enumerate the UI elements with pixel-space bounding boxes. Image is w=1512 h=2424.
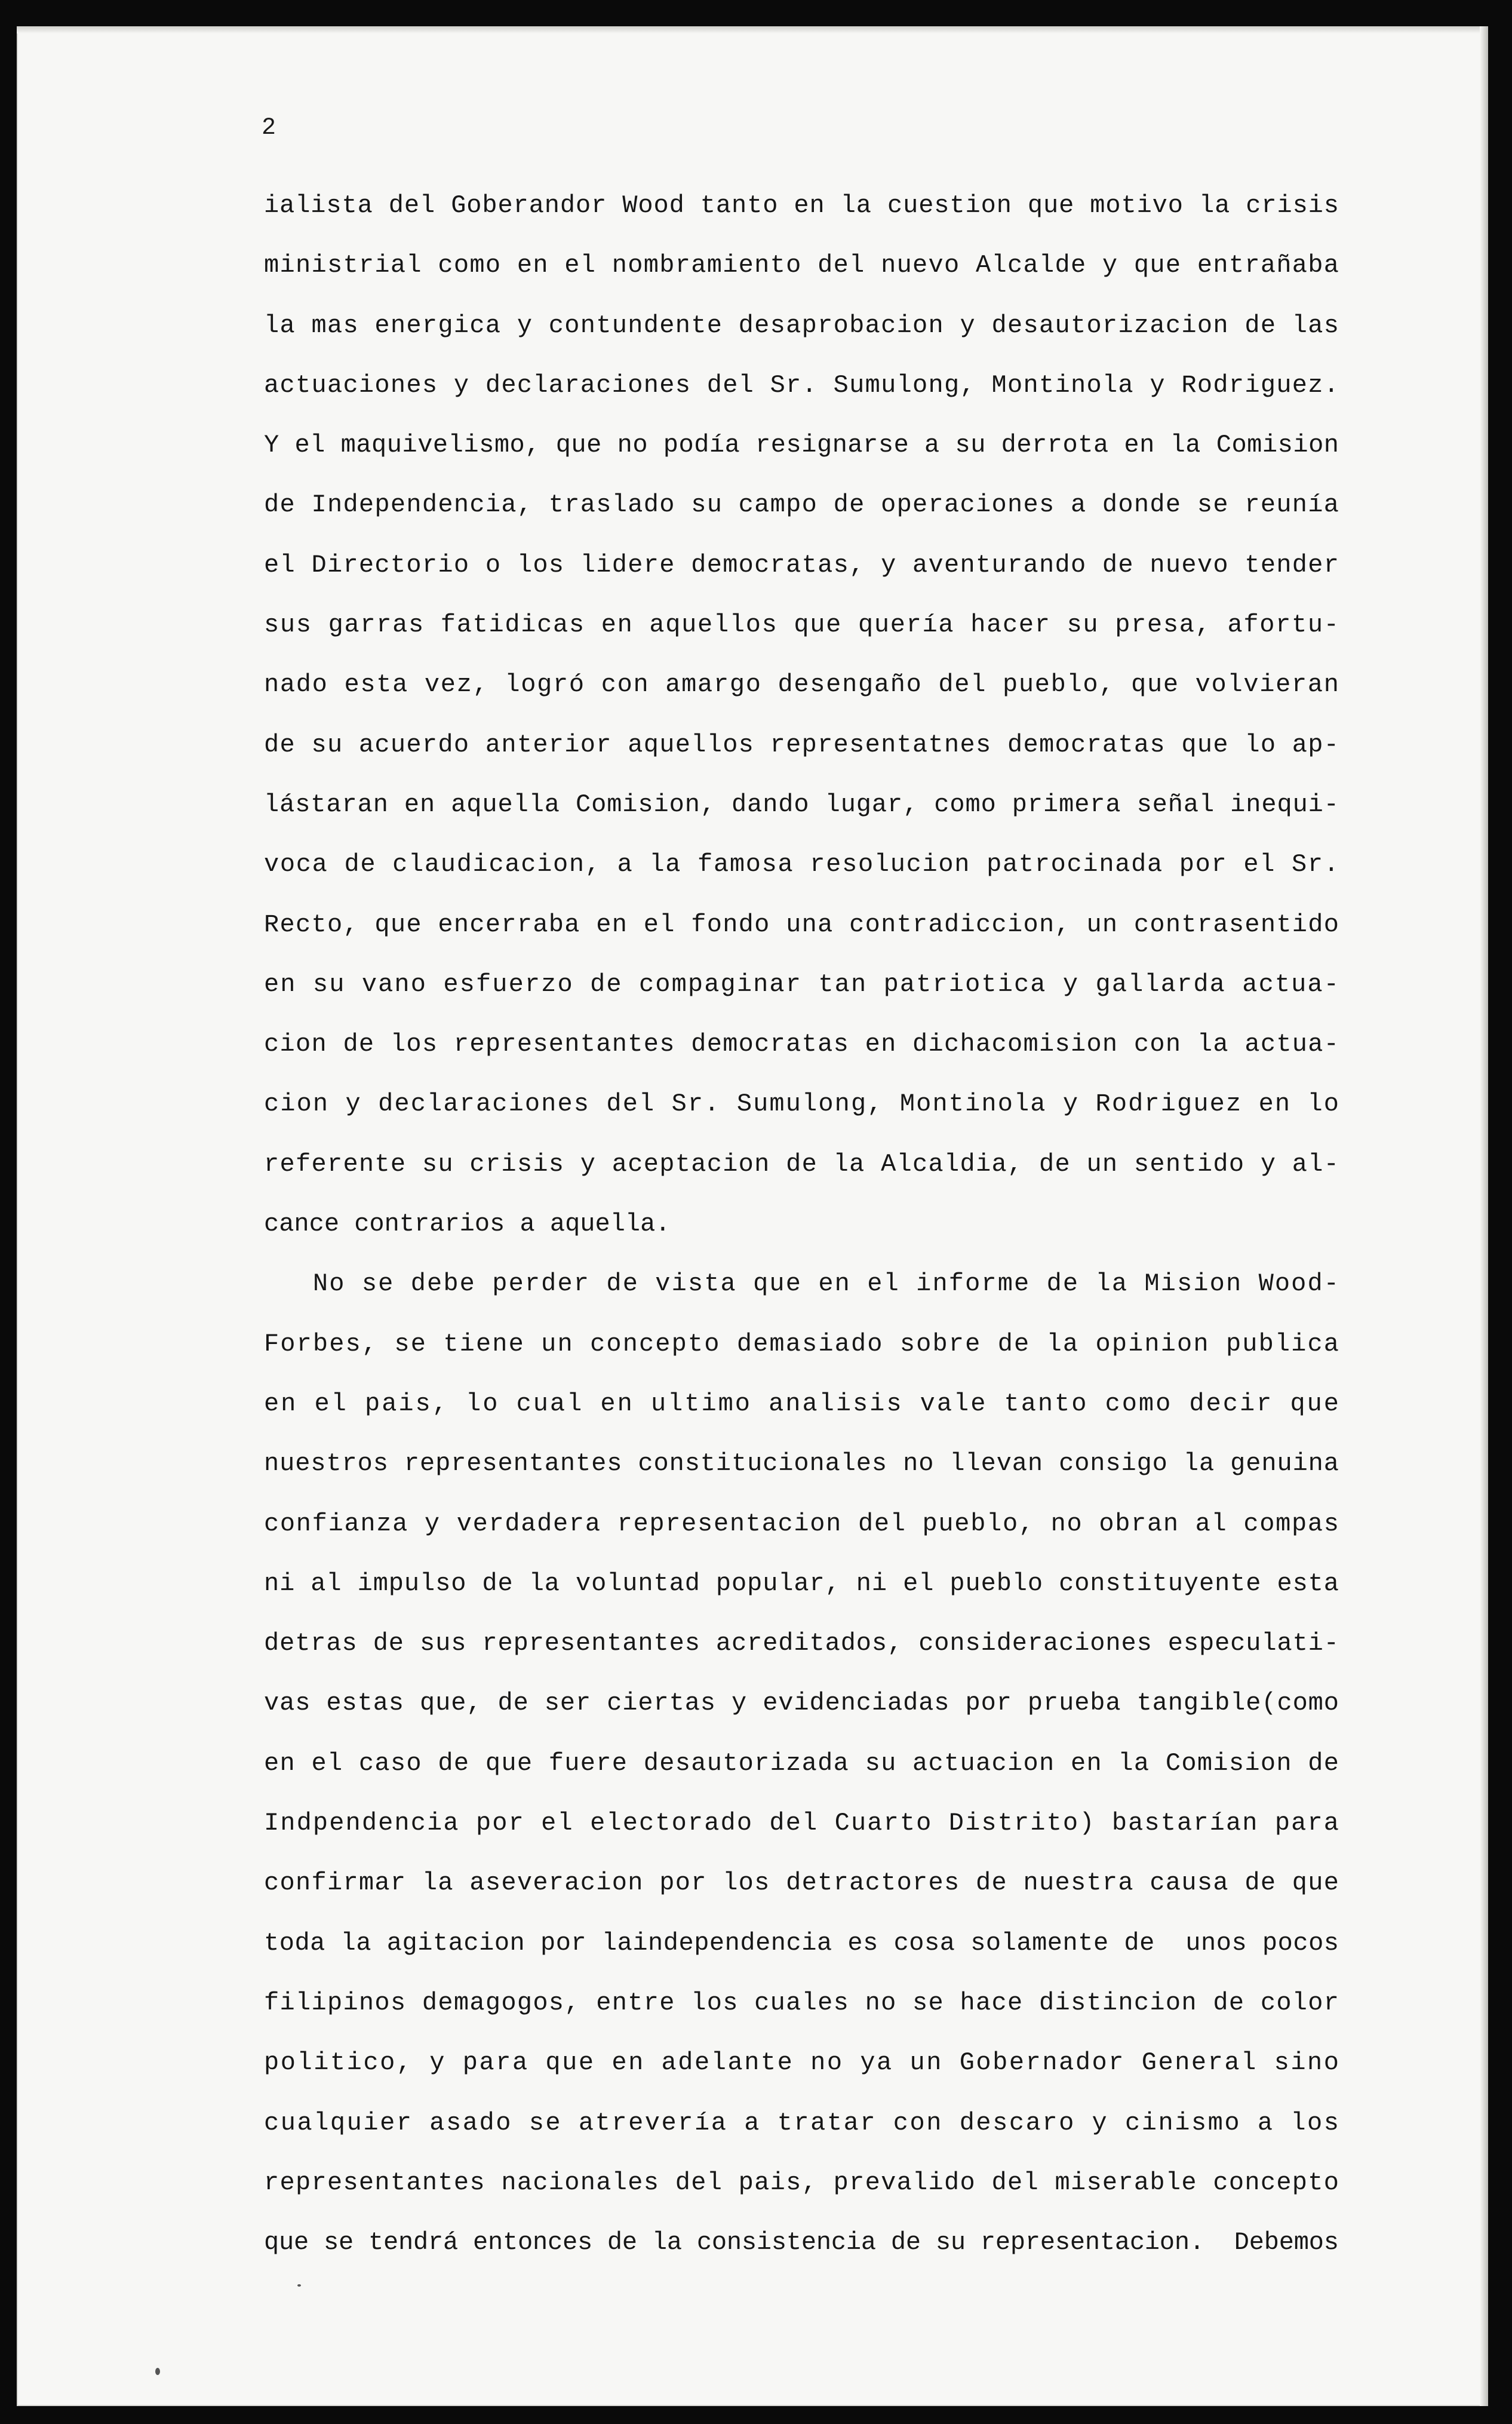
text-line: toda la agitacion por laindependencia es cosa solamente de unos pocos [264, 1928, 1339, 1957]
text-line: ni al impulso de la voluntad popular, ni el pueblo constituyente esta [264, 1569, 1339, 1598]
text-line: en el pais, lo cual en ultimo analisis vale tanto como decir que [264, 1389, 1341, 1418]
page-number: 2 [262, 115, 276, 142]
page-right-edge [1480, 26, 1488, 2406]
text-line: Y el maquivelismo, que no podía resignarse a su derrota en la Comision [264, 431, 1339, 460]
text-line: cion y declaraciones del Sr. Sumulong, Montinola y Rodriguez en lo [264, 1090, 1341, 1119]
text-line: cance contrarios a aquella. [264, 1210, 671, 1239]
text-line: vas estas que, de ser ciertas y evidenciadas por prueba tangible(como [264, 1689, 1339, 1718]
document-page [17, 26, 1488, 2406]
text-line: de Independencia, traslado su campo de operaciones a donde se reunía [264, 490, 1340, 520]
text-line: politico, y para que en adelante no ya un Gobernador General sino [264, 2048, 1341, 2078]
text-line: representantes nacionales del pais, prevalido del miserable concepto [264, 2168, 1340, 2197]
text-line: Forbes, se tiene un concepto demasiado sobre de la opinion publica [264, 1329, 1341, 1358]
text-line: nado esta vez, logró con amargo desengaño del pueblo, que volvieran [264, 670, 1340, 699]
text-line: que se tendrá entonces de la consistencia de su representacion. Debemos [264, 2228, 1339, 2257]
text-line: cualquier asado se atrevería a tratar con descaro y cinismo a los [264, 2108, 1341, 2137]
text-line: ialista del Goberandor Wood tanto en la cuestion que motivo la crisis [264, 191, 1339, 220]
text-line: de su acuerdo anterior aquellos representatnes democratas que lo ap- [264, 730, 1340, 759]
text-line: el Directorio o los lidere democratas, y aventurando de nuevo tender [264, 550, 1340, 579]
text-line: referente su crisis y aceptacion de la Alcaldia, de un sentido y al- [264, 1149, 1340, 1179]
text-line: detras de sus representantes acreditados, consideraciones especulati- [264, 1629, 1339, 1658]
text-line: filipinos demagogos, entre los cuales no se hace distincion de color [264, 1988, 1340, 2017]
text-line: confirmar la aseveracion por los detractores de nuestra causa de que [264, 1868, 1340, 1898]
text-line: en el caso de que fuere desautorizada su actuacion en la Comision de [264, 1748, 1340, 1778]
scan-speck [155, 2368, 160, 2375]
text-line: confianza y verdadera representacion del pueblo, no obran al compas [264, 1509, 1340, 1538]
text-line: sus garras fatidicas en aquellos que quería hacer su presa, afortu- [264, 610, 1340, 640]
text-line: actuaciones y declaraciones del Sr. Sumulong, Montinola y Rodriguez. [264, 370, 1340, 400]
page-top-edge [17, 26, 1488, 33]
text-line: en su vano esfuerzo de compaginar tan patriotica y gallarda actua- [264, 969, 1341, 999]
text-line: Recto, que encerraba en el fondo una contradiccion, un contrasentido [264, 910, 1340, 939]
text-line: nuestros representantes constitucionales no llevan consigo la genuina [264, 1449, 1339, 1478]
text-line: ministrial como en el nombramiento del nuevo Alcalde y que entrañaba [264, 251, 1340, 280]
text-line: voca de claudicacion, a la famosa resolucion patrocinada por el Sr. [264, 850, 1340, 879]
text-line: No se debe perder de vista que en el informe de la Mision Wood- [264, 1269, 1341, 1299]
text-line: Indpendencia por el electorado del Cuarto Distrito) bastarían para [264, 1809, 1341, 1838]
scan-speck [297, 2284, 301, 2287]
text-line: lástaran en aquella Comision, dando lugar, como primera señal inequi- [264, 790, 1339, 819]
text-line: la mas energica y contundente desaprobacion y desautorizacion de las [264, 311, 1340, 340]
typewritten-text [264, 176, 1387, 2272]
text-line: cion de los representantes democratas en dichacomision con la actua- [264, 1030, 1340, 1059]
